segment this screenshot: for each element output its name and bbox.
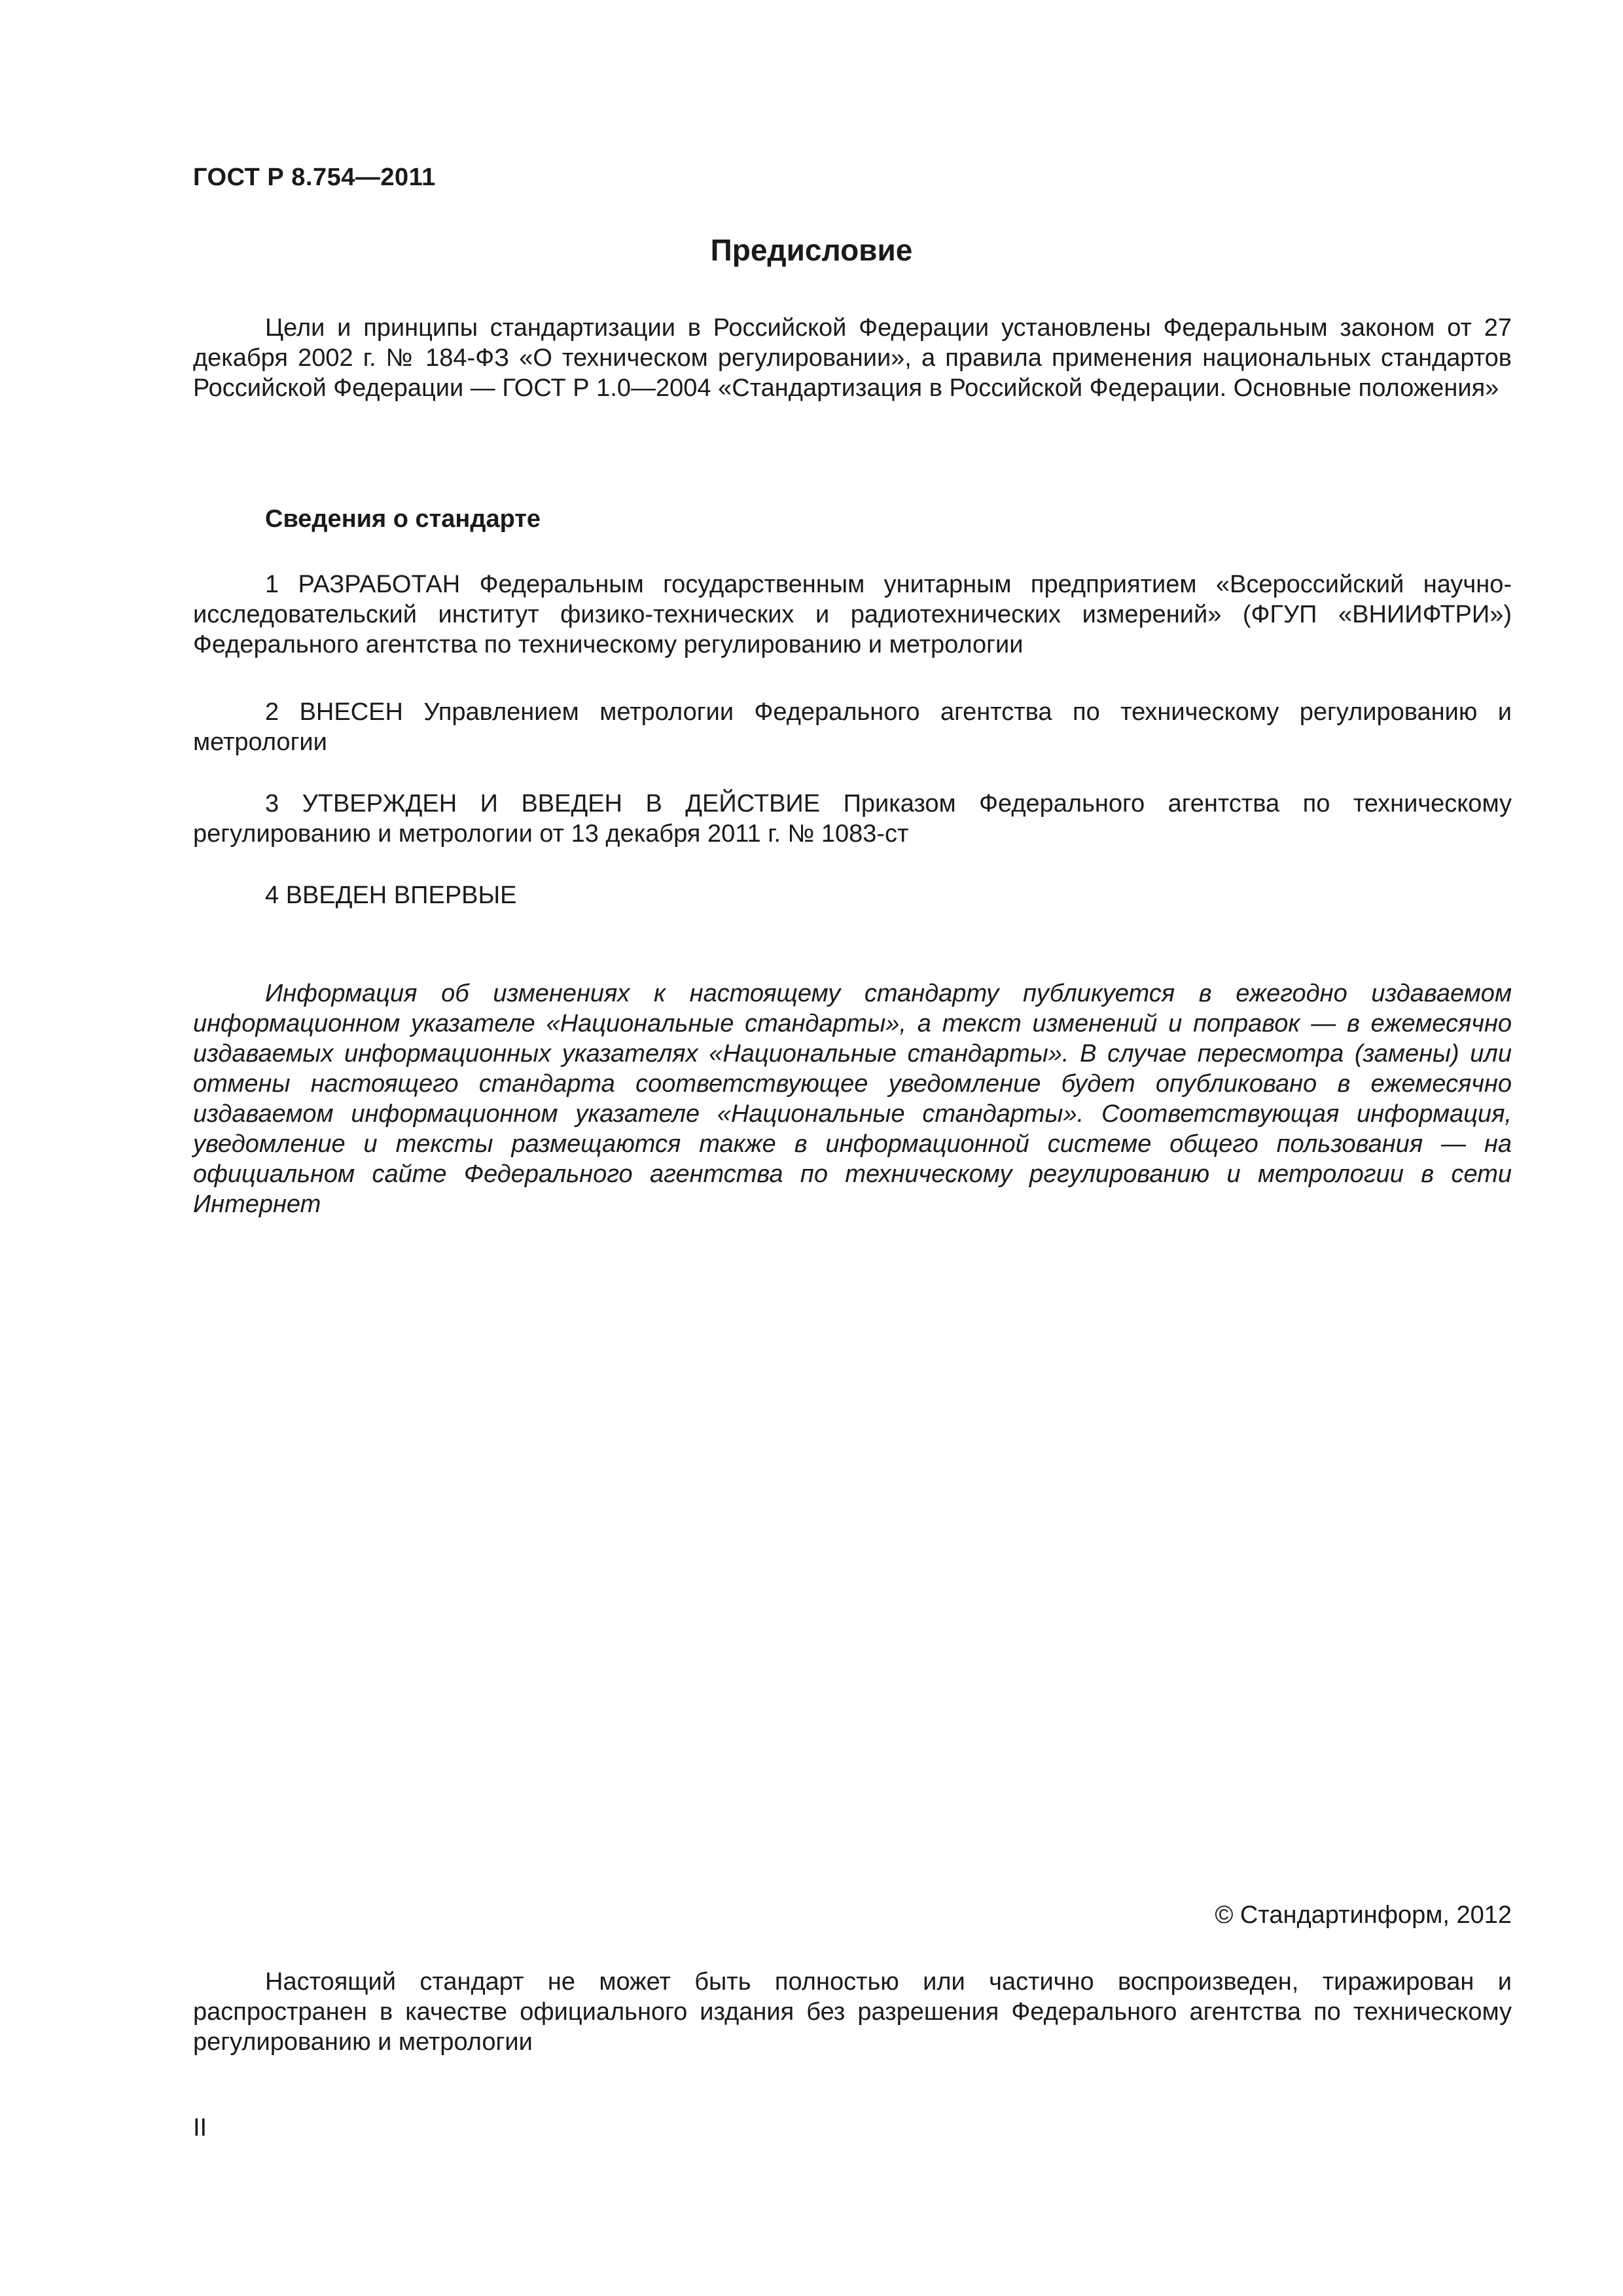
copyright-notice: © Стандартинформ, 2012: [1215, 1901, 1512, 1929]
standard-info-item-3: 3 УТВЕРЖДЕН И ВВЕДЕН В ДЕЙСТВИЕ Приказом Федерального агентства по техническому регулированию и метрологии от 13 декабря 2011 г. № 1083-ст: [193, 790, 1512, 848]
changes-info-notice: Информация об изменениях к настоящему стандарту публикуется в ежегодно издаваемом информационном указателе «Национальные стандарты», а текст изменений и поправок — в ежемесячно издаваемых информационных указателях «Национальные стандарты». В случае пересмотра (замены) или отмены настоящего стандарта соответствующее уведомление будет опубликовано в ежемесячно издаваемом информационном указателе «Национальные стандарты». Соответствующая информация, уведомление и тексты размещаются также в информационной системе общего пользования — на официальном сайте Федерального агентства по техническому регулированию и метрологии в сети Интернет: [193, 980, 1512, 1218]
standard-info-item-2: 2 ВНЕСЕН Управлением метрологии Федерального агентства по техническому регулированию и метрологии: [193, 698, 1512, 756]
document-code: ГОСТ Р 8.754—2011: [193, 164, 436, 191]
page-number: II: [193, 2114, 207, 2142]
standard-info-heading: Сведения о стандарте: [265, 505, 541, 533]
page-title: Предисловие: [710, 233, 913, 267]
standard-info-item-4: 4 ВВЕДЕН ВПЕРВЫЕ: [265, 882, 517, 909]
standard-info-item-1: 1 РАЗРАБОТАН Федеральным государственным унитарным предприятием «Всероссийский научно-исследовательский институт физико-технических и радиотехнических измерений» (ФГУП «ВНИИФТРИ») Федерального агентства по техническому регулированию и метрологии: [193, 571, 1512, 658]
reproduction-disclaimer: Настоящий стандарт не может быть полностью или частично воспроизведен, тиражирован и распространен в качестве официального издания без разрешения Федерального агентства по техническому регулированию и метрологии: [193, 1968, 1512, 2056]
intro-paragraph: Цели и принципы стандартизации в Российской Федерации установлены Федеральным законом от 27 декабря 2002 г. № 184-ФЗ «О техническом регулировании», а правила применения национальных стандартов Российской Федерации — ГОСТ Р 1.0—2004 «Стандартизация в Российской Федерации. Основные положения»: [193, 314, 1512, 402]
